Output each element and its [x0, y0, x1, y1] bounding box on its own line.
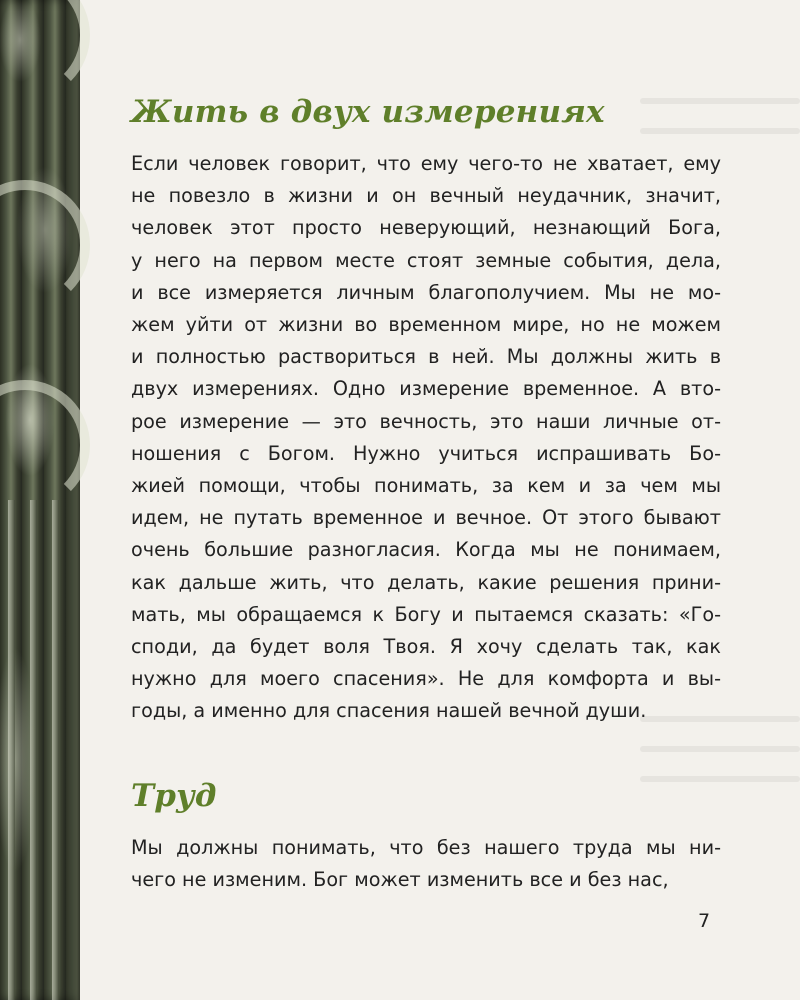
- text-line: ношения с Богом. Нужно учиться испрашивать Бо-: [131, 441, 721, 465]
- text-line: не повезло в жизни и он вечный неудачник, значит,: [131, 184, 721, 208]
- text-line: и все измеряется личным благополучием. Мы не мо-: [131, 280, 721, 304]
- carving-arch: [0, 0, 90, 100]
- text-line: человек этот просто неверующий, незнающий Бога,: [131, 216, 721, 240]
- text-line: жем уйти от жизни во временном мире, но не можем: [131, 313, 721, 337]
- carving-column: [8, 500, 15, 1000]
- section-body: [131, 832, 721, 896]
- text-line: Мы должны понимать, что без нашего труда мы ни-: [131, 835, 721, 859]
- text-line: Если человек говорит, что ему чего-то не хватает, ему: [131, 152, 721, 175]
- text-line: нужно для моего спасения». Не для комфорта и вы-: [131, 667, 721, 691]
- page-number: 7: [698, 910, 711, 932]
- section-heading: Труд: [131, 777, 217, 814]
- carving-arch: [0, 380, 90, 510]
- text-line: годы, а именно для спасения нашей вечной души.: [131, 699, 647, 723]
- text-line: как дальше жить, что делать, какие решения прини-: [131, 570, 721, 594]
- text-line: жией помощи, чтобы понимать, за кем и за чем мы: [131, 474, 721, 498]
- text-line: у него на первом месте стоят земные события, дела,: [131, 248, 721, 272]
- text-line: споди, да будет воля Твоя. Я хочу сделать так, как: [131, 635, 721, 659]
- text-line: рое измерение — это вечность, это наши личные от-: [131, 409, 721, 433]
- carving-arch: [0, 180, 90, 310]
- text-line: чего не изменим. Бог может изменить все и без нас,: [131, 867, 669, 891]
- carving-column: [30, 500, 37, 1000]
- decorative-photo-strip: [0, 0, 80, 1000]
- text-line: мать, мы обращаемся к Богу и пытаемся сказать: «Го-: [131, 602, 721, 626]
- section-heading: Жить в двух измерениях: [131, 94, 605, 130]
- text-line: двух измерениях. Одно измерение временное. А вто-: [131, 377, 721, 401]
- text-line: и полностью раствориться в ней. Мы должны жить в: [131, 345, 721, 369]
- text-line: очень большие разногласия. Когда мы не понимаем,: [131, 538, 721, 562]
- text-line: идем, не путать временное и вечное. От этого бывают: [131, 506, 721, 530]
- section-body: [131, 148, 721, 728]
- carving-column: [52, 500, 59, 1000]
- page-content: [131, 80, 721, 896]
